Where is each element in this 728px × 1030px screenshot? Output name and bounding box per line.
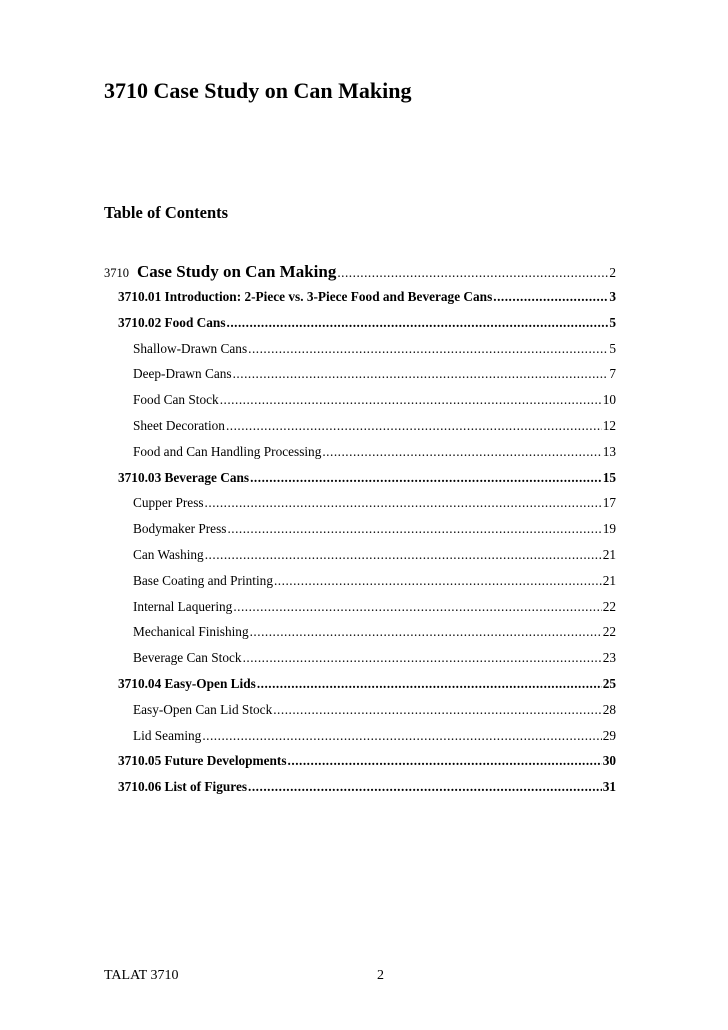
toc-dot-leader (220, 392, 602, 408)
toc-entry-page: 25 (602, 675, 616, 691)
document-title: 3710 Case Study on Can Making (104, 78, 412, 103)
toc-entry-page: 15 (602, 469, 616, 485)
toc-dot-leader (250, 470, 602, 486)
toc-entry-label: Can Washing (133, 546, 204, 562)
toc-entry[interactable] (104, 573, 616, 599)
toc-entry[interactable] (104, 624, 616, 650)
toc-dot-leader (226, 418, 602, 434)
toc-entry-label: Food and Can Handling Processing (133, 443, 322, 459)
toc-entry-label: Mechanical Finishing (133, 624, 249, 640)
toc-entry-page: 31 (602, 779, 616, 795)
toc-entry-label: Beverage Can Stock (133, 650, 242, 666)
toc-entry-label: 3710.04 Easy-Open Lids (118, 675, 256, 691)
toc-dot-leader (227, 315, 609, 331)
toc-entry[interactable] (104, 289, 616, 315)
toc-entry-page: 19 (602, 521, 616, 537)
toc-entry-label: 3710.03 Beverage Cans (118, 469, 250, 485)
toc-dot-leader (250, 624, 602, 640)
toc-dot-leader (243, 650, 602, 666)
toc-entry-label: Case Study on Can Making (137, 262, 337, 281)
toc-entry-label: 3710.01 Introduction: 2-Piece vs. 3-Piece Food and Beverage Cans (118, 289, 493, 304)
toc-entry[interactable] (104, 262, 616, 289)
toc-entry-page: 13 (602, 443, 616, 459)
toc-dot-leader (322, 444, 601, 460)
table-of-contents (104, 262, 616, 805)
toc-entry-label: Food Can Stock (133, 392, 219, 408)
toc-entry[interactable] (104, 547, 616, 573)
toc-entry[interactable] (104, 418, 616, 444)
toc-entry-label: Sheet Decoration (133, 417, 225, 433)
toc-entry-page: 30 (602, 753, 616, 769)
toc-entry[interactable] (104, 599, 616, 625)
footer-page-number: 2 (377, 968, 384, 983)
toc-entry-page: 17 (602, 495, 616, 511)
toc-entry[interactable] (104, 366, 616, 392)
toc-entry[interactable] (104, 779, 616, 805)
toc-entry-label: Deep-Drawn Cans (133, 366, 232, 382)
toc-entry-label: 3710.02 Food Cans (118, 314, 226, 330)
toc-entry-page: 28 (602, 701, 616, 717)
toc-entry-page: 5 (609, 340, 616, 356)
toc-dot-leader (248, 779, 602, 795)
toc-entry-label: 3710.05 Future Developments (118, 753, 287, 769)
toc-dot-leader (205, 547, 602, 563)
toc-entry[interactable] (104, 470, 616, 496)
toc-dot-leader (233, 599, 601, 615)
toc-entry-page: 12 (602, 417, 616, 433)
toc-entry-label: Cupper Press (133, 495, 204, 511)
toc-entry[interactable] (104, 495, 616, 521)
toc-entry-label: Shallow-Drawn Cans (133, 340, 248, 356)
toc-dot-leader (273, 702, 601, 718)
toc-entry-page: 23 (602, 650, 616, 666)
toc-entry-page: 22 (602, 598, 616, 614)
toc-entry[interactable] (104, 341, 616, 367)
toc-entry[interactable] (104, 392, 616, 418)
toc-dot-leader (248, 341, 608, 357)
toc-entry-number: 3710 (104, 266, 129, 280)
toc-entry[interactable] (104, 444, 616, 470)
toc-entry-page: 22 (602, 624, 616, 640)
toc-entry-page: 21 (602, 546, 616, 562)
toc-entry[interactable] (104, 676, 616, 702)
toc-dot-leader (233, 366, 609, 382)
toc-entry-page: 29 (602, 727, 616, 743)
toc-entry-page: 10 (602, 392, 616, 408)
toc-dot-leader (493, 289, 608, 305)
toc-entry-page: 7 (609, 366, 616, 382)
toc-dot-leader (227, 521, 601, 537)
toc-entry[interactable] (104, 753, 616, 779)
toc-entry-label: 3710.06 List of Figures (118, 779, 248, 795)
toc-dot-leader (205, 495, 602, 511)
toc-heading: Table of Contents (104, 203, 229, 222)
toc-entry-label: Base Coating and Printing (133, 572, 273, 588)
toc-entry-label: Lid Seaming (133, 727, 202, 743)
toc-entry[interactable] (104, 650, 616, 676)
toc-entry-label: Easy-Open Can Lid Stock (133, 701, 273, 717)
toc-entry-page: 2 (609, 265, 616, 280)
toc-dot-leader (274, 573, 602, 589)
toc-entry[interactable] (104, 521, 616, 547)
footer-document-id: TALAT 3710 (104, 968, 179, 983)
toc-entry-label: Bodymaker Press (133, 521, 227, 537)
toc-dot-leader (257, 676, 602, 692)
toc-entry-page: 5 (609, 314, 616, 330)
toc-dot-leader (337, 265, 608, 281)
toc-dot-leader (288, 753, 602, 769)
toc-entry-label: Internal Laquering (133, 598, 233, 614)
toc-entry[interactable] (104, 702, 616, 728)
toc-entry-page: 21 (602, 572, 616, 588)
toc-entry[interactable] (104, 728, 616, 754)
toc-entry-page: 3 (609, 289, 616, 304)
toc-dot-leader (202, 728, 601, 744)
toc-entry[interactable] (104, 315, 616, 341)
